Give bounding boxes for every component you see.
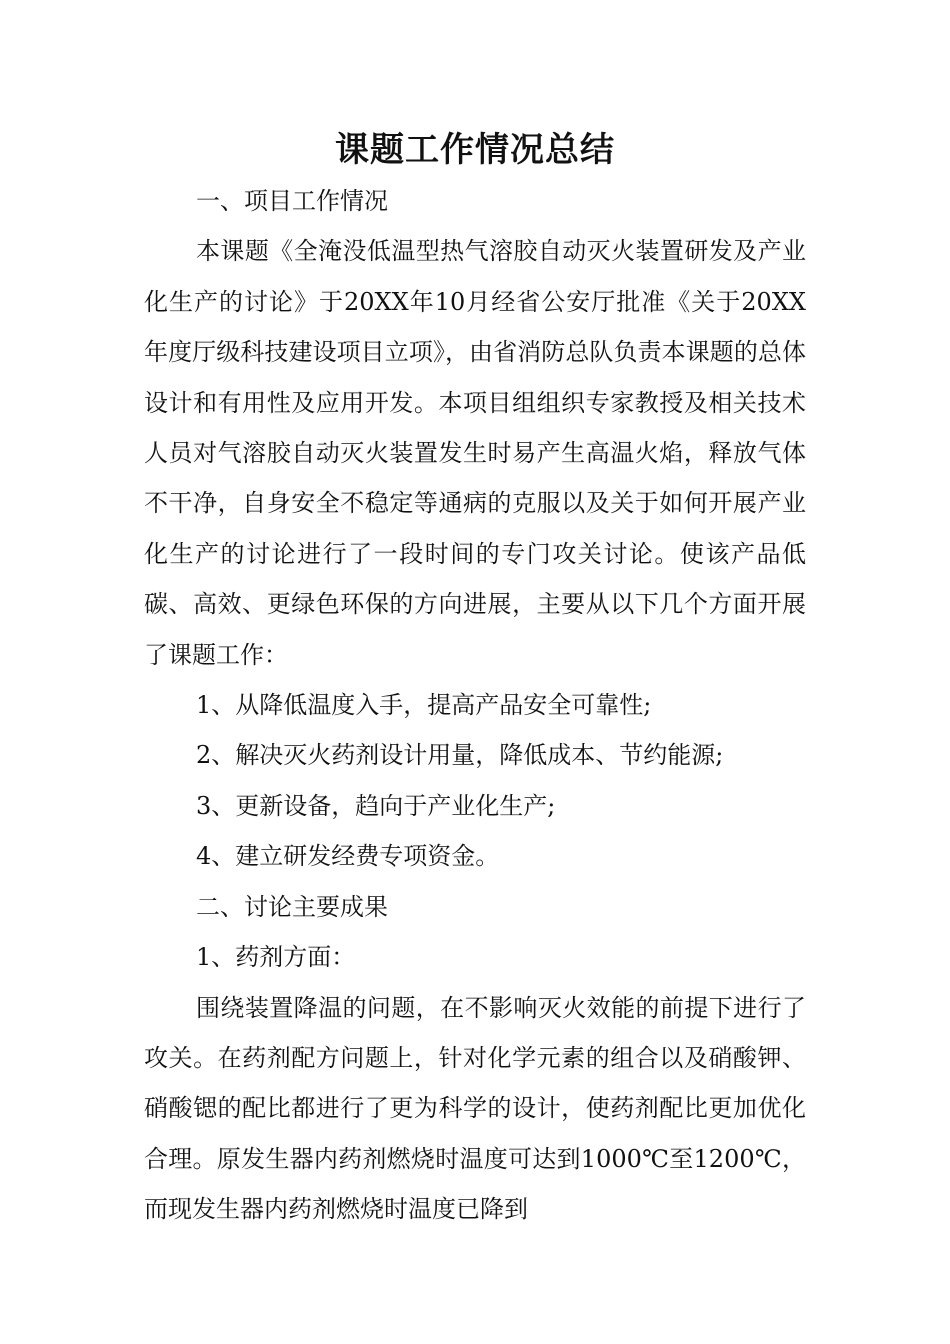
document-body (144, 176, 806, 1235)
list-item: 3、更新设备，趋向于产业化生产; (196, 791, 556, 820)
subsection-heading: 1、药剂方面： (196, 943, 356, 972)
paragraph-agent-results: 围绕装置降温的问题，在不影响灭火效能的前提下进行了攻关。在药剂配方问题上，针对化学元素的组合以及硝酸钾、硝酸锶的配比都进行了更为科学的设计，使药剂配比更加优化合理。原发生器内药剂燃烧时温度可达到1000℃至1200℃，而现发生器内药剂燃烧时温度已降到 (144, 993, 806, 1224)
section-heading-2: 二、讨论主要成果 (196, 892, 388, 921)
list-item: 1、从降低温度入手，提高产品安全可靠性; (196, 691, 652, 720)
document-title: 课题工作情况总结 (335, 130, 615, 170)
list-item: 2、解决灭火药剂设计用量，降低成本、节约能源; (196, 741, 724, 770)
paragraph-project-overview: 本课题《全淹没低温型热气溶胶自动灭火装置研发及产业化生产的讨论》于20XX年10月经省公安厅批准《关于20XX年度厅级科技建设项目立项》，由省消防总队负责本课题的总体设计和有用性及应用开发。本项目组组织专家教授及相关技术人员对气溶胶自动灭火装置发生时易产生高温火焰，释放气体不干净，自身安全不稳定等通病的克服以及关于如何开展产业化生产的讨论进行了一段时间的专门攻关讨论。使该产品低碳、高效、更绿色环保的方向进展，主要从以下几个方面开展了课题工作： (144, 237, 806, 669)
list-item: 4、建立研发经费专项资金。 (196, 842, 500, 871)
section-heading-1: 一、项目工作情况 (196, 187, 388, 215)
